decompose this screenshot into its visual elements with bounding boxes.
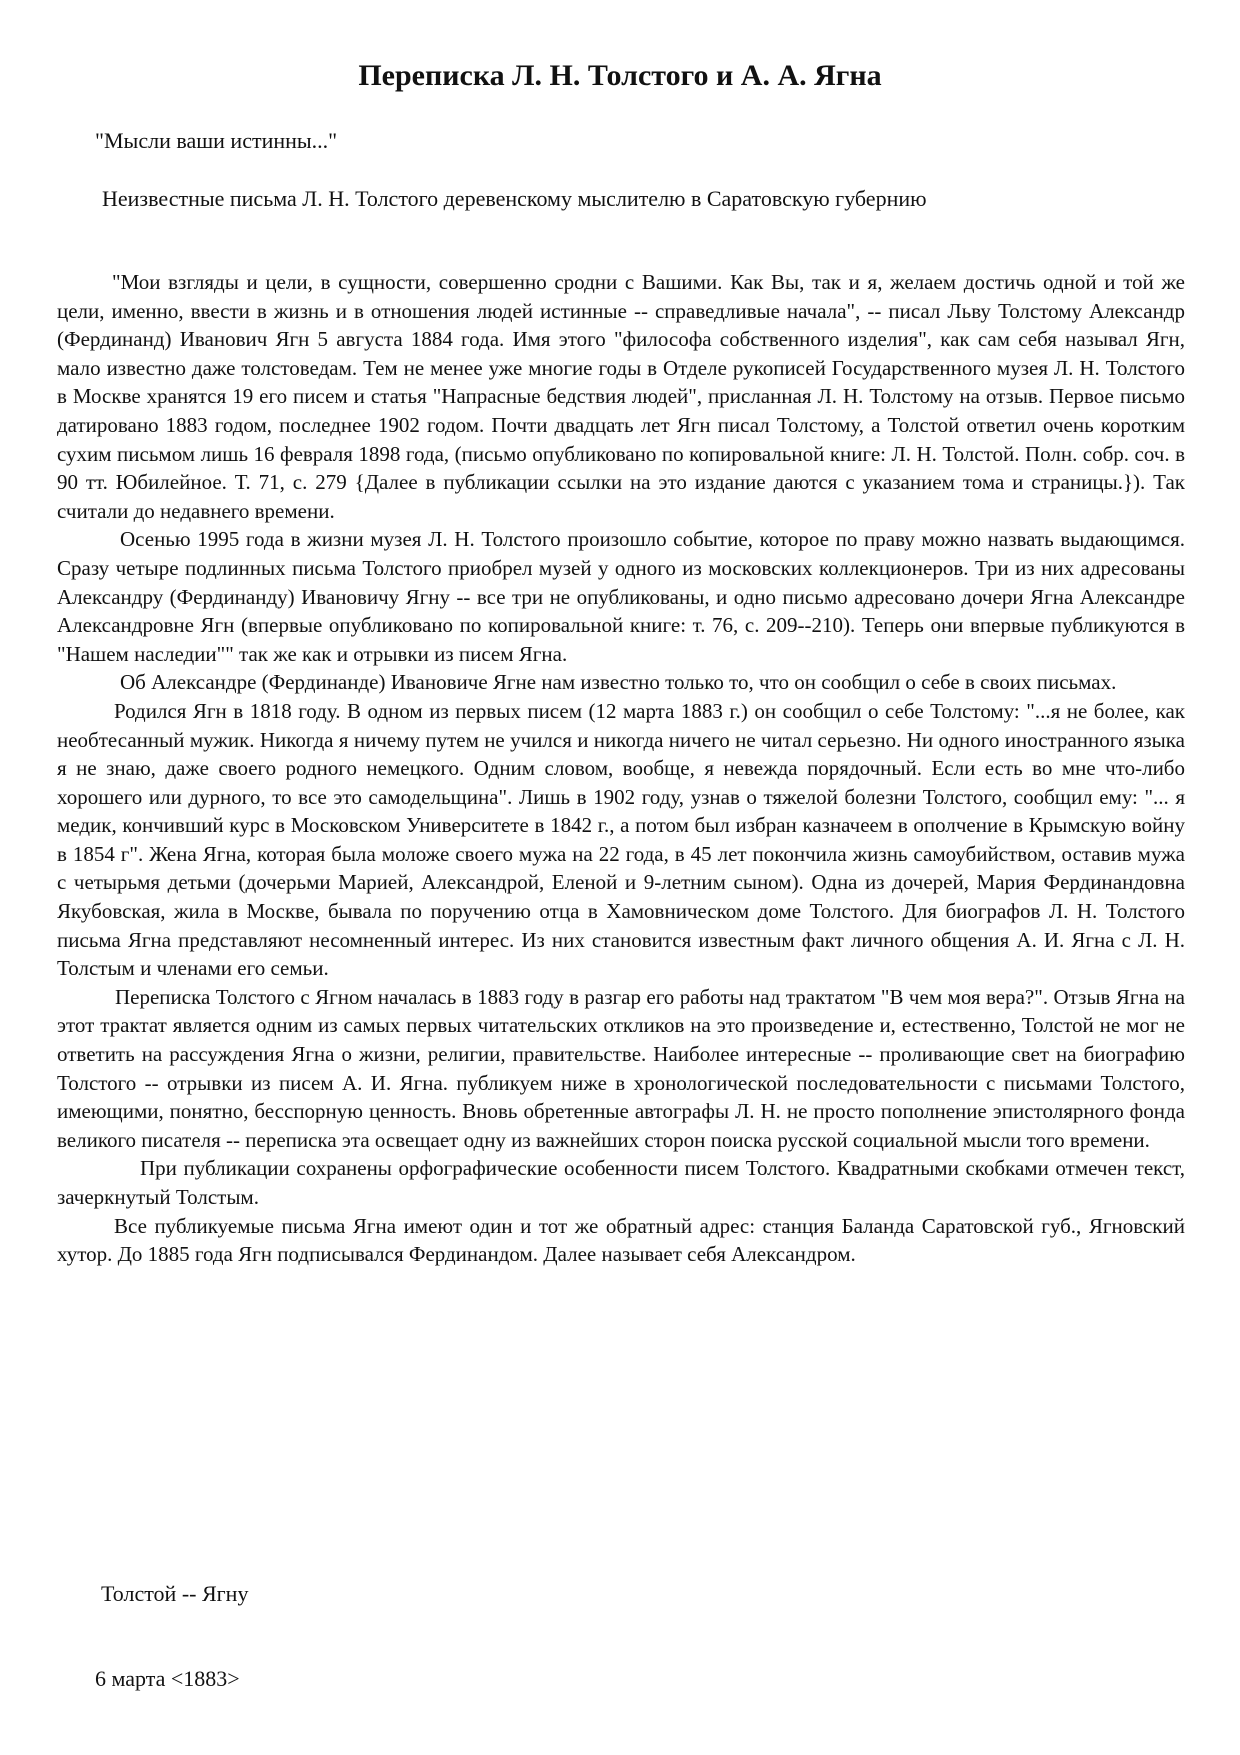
- paragraph: Осенью 1995 года в жизни музея Л. Н. Толстого произошло событие, которое по праву можно назвать выдающимся. Сразу четыре подлинных письма Толстого приобрел музей у одного из московских коллекционеров. Три из них адресованы Александру (Фердинанду) Ивановичу Ягну -- все три не опубликованы, и одно письмо адресовано дочери Ягна Александре Александровне Ягн (впервые опубликовано по копировальной книге: т. 76, с. 209--210). Теперь они впервые публикуются в "Нашем наследии"" так же как и отрывки из писем Ягна.: [57, 527, 1185, 666]
- paragraph: Об Александре (Фердинанде) Ивановиче Ягне нам известно только то, что он сообщил о себе в своих письмах.: [120, 670, 1117, 695]
- paragraph: "Мои взгляды и цели, в сущности, совершенно сродни с Вашими. Как Вы, так и я, желаем достичь одной и той же цели, именно, ввести в жизнь и в отношения людей истинные -- справедливые начала", -- писал Льву Толстому Александр (Фердинанд) Иванович Ягн 5 августа 1884 года. Имя этого "философа собственного изделия", как сам себя называл Ягн, мало известно даже толстоведам. Тем не менее уже многие годы в Отделе рукописей Государственного музея Л. Н. Толстого в Москве хранятся 19 его писем и статья "Напрасные бедствия людей", присланная Л. Н. Толстому на отзыв. Первое письмо датировано 1883 годом, последнее 1902 годом. Почти двадцать лет Ягн писал Толстому, а Толстой ответил очень коротким сухим письмом лишь 16 февраля 1898 года, (письмо опубликовано по копировальной книге: Л. Н. Толстой. Полн. собр. соч. в 90 тт. Юбилейное. Т. 71, с. 279 {Далее в публикации ссылки на это издание даются с указанием тома и страницы.}). Так считали до недавнего времени.: [57, 270, 1185, 523]
- document-title: Переписка Л. Н. Толстого и А. А. Ягна: [358, 59, 882, 92]
- body-text: [57, 268, 1185, 1269]
- subtitle: Неизвестные письма Л. Н. Толстого деревенскому мыслителю в Саратовскую губернию: [102, 186, 927, 211]
- paragraph: Все публикуемые письма Ягна имеют один и тот же обратный адрес: станция Баланда Саратовской губ., Ягновский хутор. До 1885 года Ягн подписывался Фердинандом. Далее называет себя Александром.: [57, 1213, 1185, 1267]
- section-heading: Толстой -- Ягну: [101, 1581, 249, 1606]
- paragraph: Родился Ягн в 1818 году. В одном из первых писем (12 марта 1883 г.) он сообщил о себе Толстому: "...я не более, как необтесанный мужик. Никогда я ничему путем не учился и никогда ничего не читал серьезно. Ни одного иностранного языка я не знаю, даже своего родного немецкого. Одним словом, вообще, я невежда порядочный. Если есть во мне что-либо хорошего или дурного, то все это самодельщина". Лишь в 1902 году, узнав о тяжелой болезни Толстого, сообщил ему: "... я медик, кончивший курс в Московском Университете в 1842 г., а потом был избран казначеем в ополчение в Крымскую войну в 1854 г". Жена Ягна, которая была моложе своего мужа на 22 года, в 45 лет покончила жизнь самоубийством, оставив мужа с четырьмя детьми (дочерьми Марией, Александрой, Еленой и 9-летним сыном). Одна из дочерей, Мария Фердинандовна Якубовская, жила в Москве, бывала по поручению отца в Хамовническом доме Толстого. Для биографов Л. Н. Толстого письма Ягна представляют несомненный интерес. Из них становится известным факт личного общения А. И. Ягна с Л. Н. Толстым и членами его семьи.: [57, 698, 1185, 981]
- epigraph: "Мысли ваши истинны...": [95, 128, 338, 153]
- paragraph: При публикации сохранены орфографические особенности писем Толстого. Квадратными скобками отмечен текст, зачеркнутый Толстым.: [57, 1156, 1185, 1209]
- paragraph: Переписка Толстого с Ягном началась в 1883 году в разгар его работы над трактатом "В чем моя вера?". Отзыв Ягна на этот трактат является одним из самых первых читательских откликов на это произведение и, естественно, Толстой не мог не ответить на рассуждения Ягна о жизни, религии, правительстве. Наиболее интересные -- проливающие свет на биографию Толстого -- отрывки из писем А. И. Ягна. публикуем ниже в хронологической последовательности с письмами Толстого, имеющими, понятно, бесспорную ценность. Вновь обретенные автографы Л. Н. не просто пополнение эпистолярного фонда великого писателя -- переписка эта освещает одну из важнейших сторон поиска русской социальной мысли того времени.: [57, 984, 1185, 1152]
- letter-date: 6 марта <1883>: [95, 1666, 240, 1691]
